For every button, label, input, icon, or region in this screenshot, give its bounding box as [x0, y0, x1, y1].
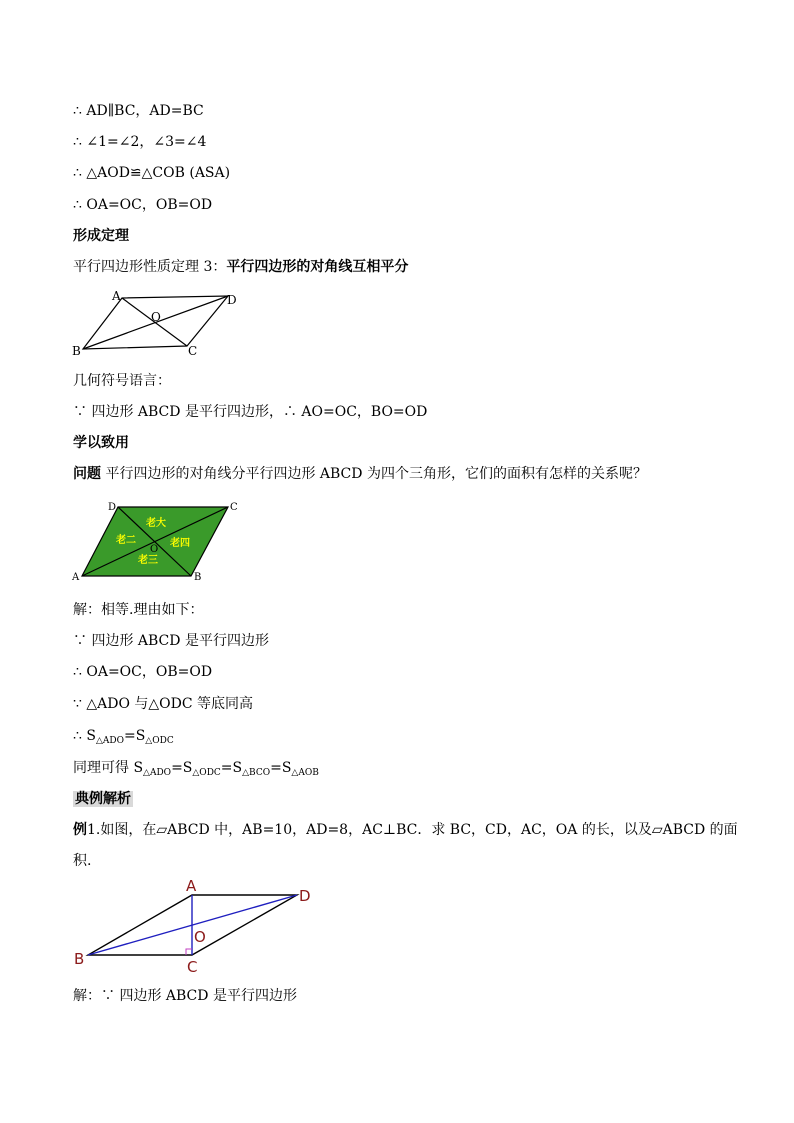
sol6-eq1: =S [171, 760, 193, 776]
sol6-eq3: =S [270, 760, 292, 776]
figure-parallelogram-1 [70, 288, 240, 363]
theorem-heading: 形成定理 [73, 228, 129, 244]
fig3-label-d: D [299, 887, 311, 905]
fig2-label-o: O [150, 544, 159, 555]
symbolic-line: ∵ 四边形 ABCD 是平行四边形，∴ AO=OC，BO=OD [73, 404, 428, 420]
proof-line-4: ∴ OA=OC，OB=OD [73, 197, 213, 213]
sol6-eq2: =S [220, 760, 243, 776]
example-heading-text: 典例解析 [75, 791, 131, 807]
sol6-sub4: △AOB [291, 768, 319, 778]
fig2-label-d: D [108, 502, 117, 513]
example-text-line-2: 积. [73, 853, 92, 869]
fig2-region-left: 老二 [116, 535, 136, 546]
fig3-label-c: C [187, 958, 198, 976]
sol5-mid: =S [123, 728, 146, 744]
sol6-sub1: △ADO [143, 768, 172, 778]
solution-line-4: ∵ △ADO 与△ODC 等底同高 [73, 696, 254, 712]
theorem-bold: 平行四边形的对角线互相平分 [226, 259, 409, 275]
question-label: 问题 [73, 466, 101, 482]
sol5-sub1: △ADO [95, 736, 124, 746]
proof-line-1: ∴ AD∥BC，AD=BC [73, 103, 204, 119]
solution-line-5 [73, 726, 174, 751]
fig2-region-top: 老大 [146, 518, 166, 529]
answer-line-1: 解：∵ 四边形 ABCD 是平行四边形 [73, 988, 297, 1004]
question-text: 平行四边形的对角线分平行四边形 ABCD 为四个三角形，它们的面积有怎样的关系呢？ [101, 466, 647, 482]
fig1-label-c: C [188, 344, 198, 358]
fig2-region-right: 老四 [170, 538, 190, 549]
solution-line-6 [73, 758, 319, 783]
fig2-label-b: B [194, 572, 202, 583]
theorem-prefix: 平行四边形性质定理 3： [73, 259, 227, 275]
solution-line-2: ∵ 四边形 ABCD 是平行四边形 [73, 633, 269, 649]
proof-line-3: ∴ △AOD≌△COB (ASA) [73, 165, 231, 181]
figure-parallelogram-2 [70, 498, 245, 583]
apply-question [73, 464, 647, 484]
fig2-label-a: A [72, 572, 80, 583]
example-label: 例 [73, 822, 87, 838]
sol6-sub2: △ODC [192, 768, 221, 778]
fig2-label-c: C [230, 502, 238, 513]
symbolic-heading: 几何符号语言： [73, 373, 171, 389]
figure-parallelogram-3 [70, 874, 320, 974]
fig1-label-d: D [227, 293, 237, 307]
fig3-label-a: A [186, 877, 197, 895]
theorem-statement [73, 257, 408, 277]
fig1-label-b: B [72, 344, 81, 358]
proof-line-2: ∴ ∠1=∠2，∠3=∠4 [73, 134, 207, 150]
example-heading [73, 789, 133, 809]
fig1-label-a: A [112, 289, 121, 303]
fig2-region-bottom: 老三 [138, 555, 158, 566]
apply-heading: 学以致用 [73, 435, 129, 451]
example-text-line-1 [73, 820, 738, 840]
solution-line-3: ∴ OA=OC，OB=OD [73, 664, 213, 680]
fig3-label-b: B [74, 950, 85, 968]
sol6-sub3: △BCO [242, 768, 271, 778]
fig1-label-o: O [151, 310, 161, 324]
fig3-right-angle-mark [186, 949, 192, 955]
solution-line-1: 解：相等.理由如下： [73, 602, 204, 618]
example-text: 1.如图，在▱ABCD 中，AB=10，AD=8，AC⊥BC．求 BC，CD，AC，OA 的长，以及▱ABCD 的面 [87, 822, 738, 838]
fig3-label-o: O [194, 928, 206, 946]
sol5-prefix: ∴ S [73, 728, 96, 744]
sol5-sub2: △ODC [145, 736, 174, 746]
sol6-prefix: 同理可得 S [73, 760, 144, 776]
